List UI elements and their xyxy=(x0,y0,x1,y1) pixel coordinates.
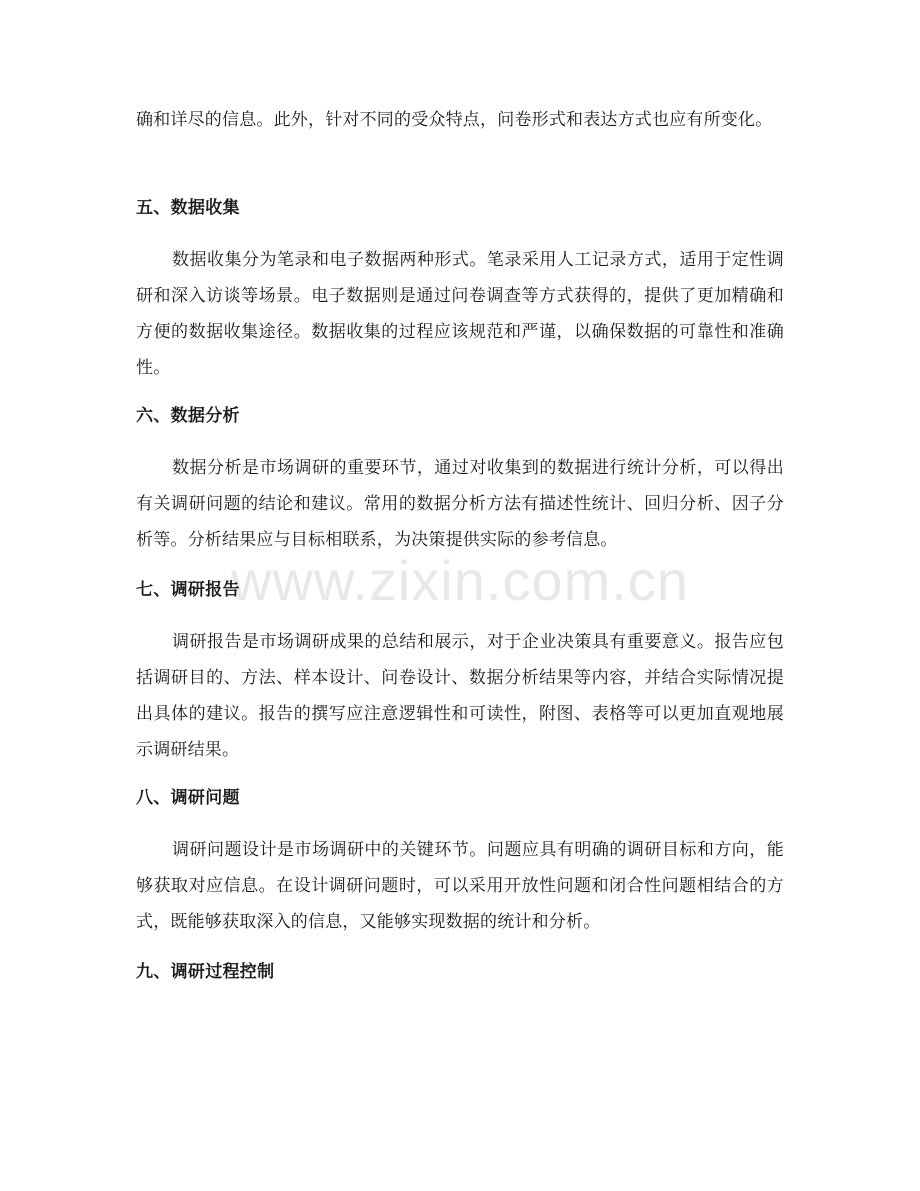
paragraph-research-report: 调研报告是市场调研成果的总结和展示，对于企业决策具有重要意义。报告应包括调研目的、方法、样本设计、问卷设计、数据分析结果等内容，并结合实际情况提出具体的建议。报告的撰写应注意逻辑性和可读性，附图、表格等可以更加直观地展示调研结果。 xyxy=(136,632,784,760)
section-heading-5: 五、数据收集 xyxy=(136,198,240,218)
watermark: www.zixin.com.cn xyxy=(231,549,689,612)
paragraph-data-analysis: 数据分析是市场调研的重要环节，通过对收集到的数据进行统计分析，可以得出有关调研问题的结论和建议。常用的数据分析方法有描述性统计、回归分析、因子分析等。分析结果应与目标相联系，为决策提供实际的参考信息。 xyxy=(136,458,784,550)
paragraph-data-collection: 数据收集分为笔录和电子数据两种形式。笔录采用人工记录方式，适用于定性调研和深入访谈等场景。电子数据则是通过问卷调查等方式获得的，提供了更加精确和方便的数据收集途径。数据收集的过程应该规范和严谨，以确保数据的可靠性和准确性。 xyxy=(136,250,784,378)
section-heading-7: 七、调研报告 xyxy=(136,580,240,600)
paragraph-research-questions: 调研问题设计是市场调研中的关键环节。问题应具有明确的调研目标和方向，能够获取对应信息。在设计调研问题时，可以采用开放性问题和闭合性问题相结合的方式，既能够获取深入的信息，又能够实现数据的统计和分析。 xyxy=(136,840,784,932)
section-heading-9: 九、调研过程控制 xyxy=(136,962,275,982)
section-heading-8: 八、调研问题 xyxy=(136,788,240,808)
section-heading-6: 六、数据分析 xyxy=(136,406,240,426)
paragraph-intro-continued: 确和详尽的信息。此外，针对不同的受众特点，问卷形式和表达方式也应有所变化。 xyxy=(136,110,773,130)
